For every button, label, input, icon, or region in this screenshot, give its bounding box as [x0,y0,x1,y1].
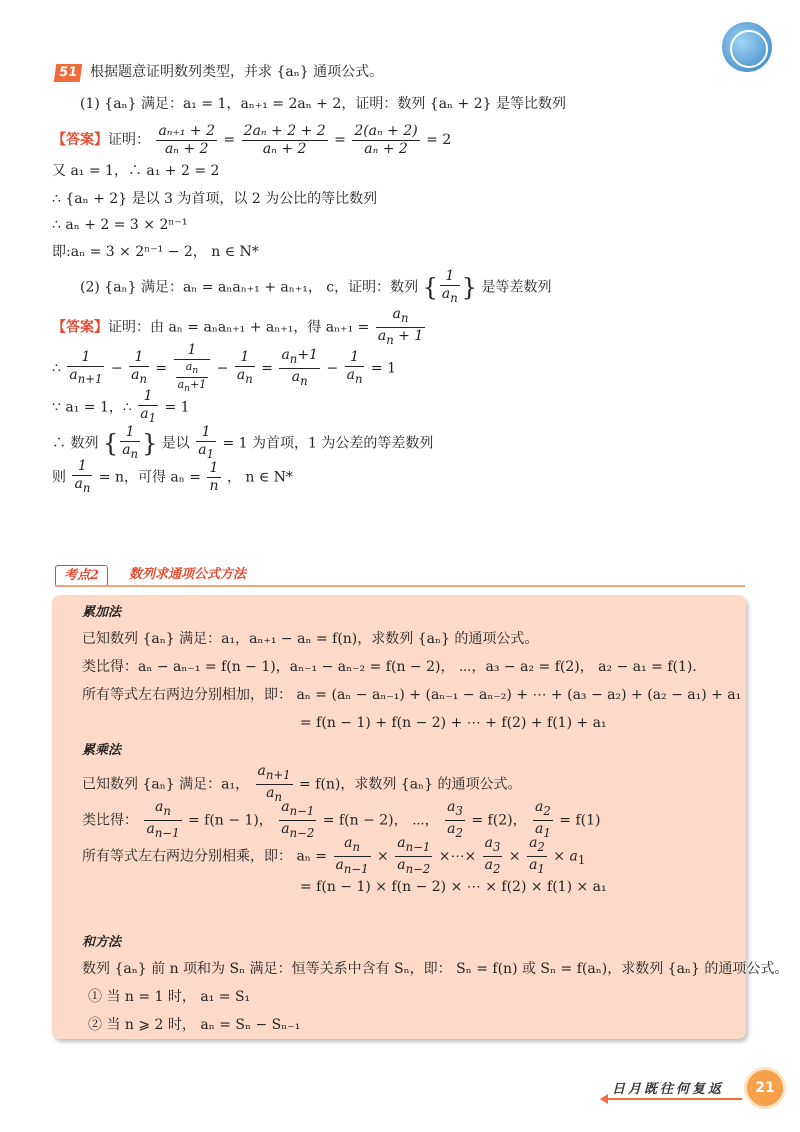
section-title: 数列求通项公式方法 [129,567,247,582]
part1-question: (1) {aₙ} 满足：a₁ = 1，aₙ₊₁ = 2aₙ + 2，证明：数列 {aₙ + 2} 是等比数列 [80,96,566,112]
fraction: $\frac{a_n}{a_n + 1}$ [377,306,424,347]
publisher-logo-icon [722,22,772,72]
problem-title: 根据题意证明数列类型，并求 {aₙ} 通项公式。 [90,64,384,80]
section-tag: 考点2 [55,565,108,587]
method2-heading: 累乘法 [82,743,122,758]
part1-answer-line: 【答案】证明： $\frac{\text{aₙ₊₁ + 2}}{\text{aₙ + 2}}$ = $\frac{\text{2aₙ + 2 + 2}}{\text{aₙ + 2}}$ = $\frac{\text{2(aₙ + 2)}}{\text{aₙ + 2}}$ = 2 [52,122,452,157]
method3-line2: ① 当 n = 1 时， a₁ = S₁ [88,989,251,1005]
part1-line3: ∴ {aₙ + 2} 是以 3 为首项，以 2 为公比的等比数列 [52,191,378,207]
method1-line3: 所有等式左右两边分别相加，即： aₙ = (aₙ − aₙ₋₁) + (aₙ₋₁ − aₙ₋₂) + ⋯ + (a₃ − a₂) + (a₂ − a₁) + a₁ [82,687,742,703]
fraction: $\frac{1}{a_n}$ [441,268,458,305]
method1-line2: 类比得：aₙ − aₙ₋₁ = f(n − 1)，aₙ₋₁ − aₙ₋₂ = f(n − 2)， ⋯，a₃ − a₂ = f(2)， a₂ − a₁ = f(1). [82,659,697,675]
part2-question: (2) {aₙ} 满足：aₙ = aₙaₙ₊₁ + aₙ₊₁， c，证明：数列 { $\frac{1}{a_n}$ } 是等差数列 [80,268,552,305]
method1-heading: 累加法 [82,605,122,620]
part2-line5: 则 $\frac{1}{a_n}$ = n，可得 aₙ = $\frac{1}{n}$ ， n ∈ N* [52,458,293,495]
problem-number-badge: 51 [54,64,83,82]
method2-line3: 所有等式左右两边分别相乘，即： aₙ = $\frac{a_n}{a_{n-1}}$ × $\frac{a_{n-1}}{a_{n-2}}$ ×⋯× $\frac{a_3}{a_2}$ × $\frac{a_2}{a_1}$ × $a_1$ [82,835,586,876]
answer-label: 【答案】 [52,319,108,336]
part1-line5: 即:aₙ = 3 × 2ⁿ⁻¹ − 2， n ∈ N* [52,244,259,260]
method3-heading: 和方法 [82,935,122,950]
methods-box [52,595,789,1039]
fraction: $\frac{\text{2(aₙ + 2)}}{\text{aₙ + 2}}$ [354,122,418,157]
answer-label: 【答案】 [52,132,108,148]
part1-line4: ∴ aₙ + 2 = 3 × 2ⁿ⁻¹ [52,217,188,233]
method3-line3: ② 当 n ⩾ 2 时， aₙ = Sₙ − Sₙ₋₁ [88,1017,301,1033]
method2-line2: 类比得： $\frac{a_n}{a_{n-1}}$ = f(n − 1)， $\frac{a_{n-1}}{a_{n-2}}$ = f(n − 2)， ⋯， $\frac{a_3}{a_2}$ = f(2)， $\frac{a_2}{a_1}$ = f(1) [82,799,601,840]
method1-line4: = f(n − 1) + f(n − 2) + ⋯ + f(2) + f(1) + a₁ [300,715,607,731]
section-header [55,565,745,587]
method2-line4: = f(n − 1) × f(n − 2) × ⋯ × f(2) × f(1) × a₁ [300,879,607,895]
part2-line4: ∴ 数列 { $\frac{1}{a_n}$ } 是以 $\frac{1}{a_1}$ = 1 为首项，1 为公差的等差数列 [52,424,434,461]
method2-line1: 已知数列 {aₙ} 满足：a₁， $\frac{a_{n+1}}{a_n}$ = f(n)，求数列 {aₙ} 的通项公式。 [82,763,522,804]
section-divider [55,585,745,587]
footer-line [606,1098,742,1100]
fraction: $\frac{\text{aₙ₊₁ + 2}}{\text{aₙ + 2}}$ [158,122,216,157]
part1-line2: 又 a₁ = 1，∴ a₁ + 2 = 2 [52,163,220,179]
part2-line3: ∵ a₁ = 1，∴ $\frac{1}{a_1}$ = 1 [52,388,190,425]
footer-motto: 日月既往何复返 [612,1082,725,1097]
page-number: 21 [744,1067,786,1109]
method3-line1: 数列 {aₙ} 前 n 项和为 Sₙ 满足：恒等关系中含有 Sₙ，即： Sₙ = f(n) 或 Sₙ = f(aₙ)，求数列 {aₙ} 的通项公式。 [82,961,789,977]
part2-line2: ∴ $\frac{1}{a_{n+1}}$ − $\frac{1}{a_n}$ = $\frac{1}{\frac{a_n}{a_n+1}}$ − $\frac{1}{a_n}$ = $\frac{a_n+1}{a_n}$ − $\frac{1}{a_n}$ = 1 [52,342,397,395]
proof-prefix: 证明： [108,132,150,148]
method1-line1: 已知数列 {aₙ} 满足：a₁，aₙ₊₁ − aₙ = f(n)，求数列 {aₙ} 的通项公式。 [82,631,539,647]
fraction: $\frac{\text{2aₙ + 2 + 2}}{\text{aₙ + 2}}$ [243,122,326,157]
part2-answer-line: 【答案】证明：由 aₙ = aₙaₙ₊₁ + aₙ₊₁，得 aₙ₊₁ = $\frac{a_n}{a_n + 1}$ [52,306,424,347]
